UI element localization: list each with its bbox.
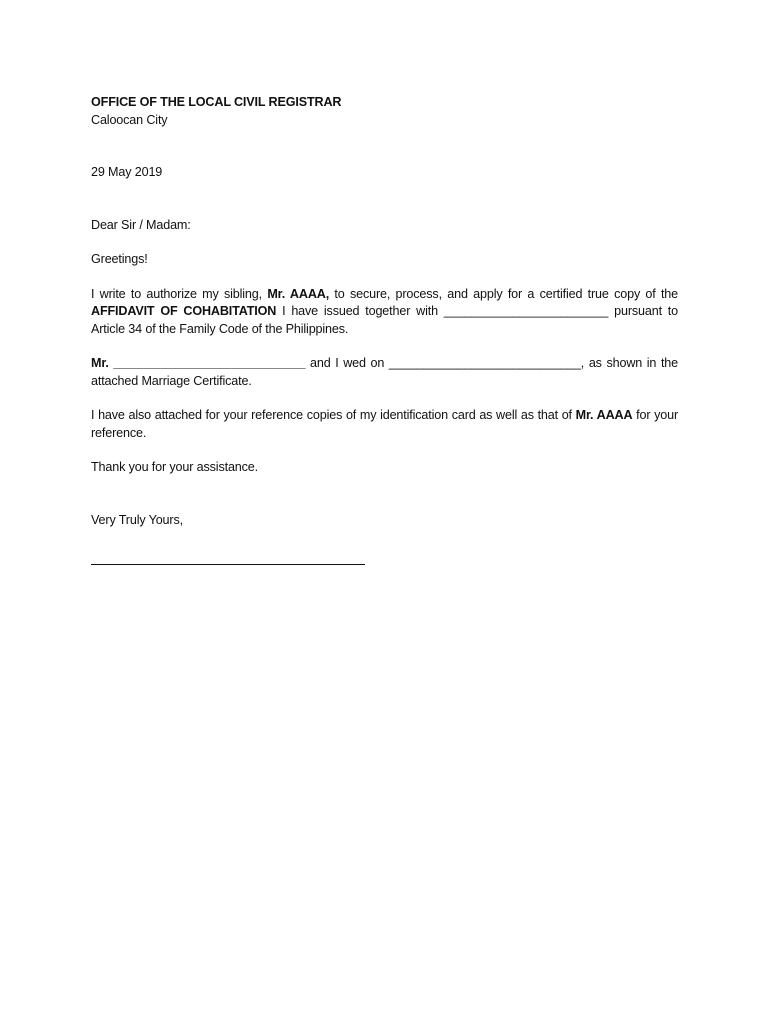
- paragraph-text: for your reference.: [91, 408, 678, 440]
- letter-body: [91, 94, 678, 565]
- paragraph-text: I have issued together with ________________________ pursuant to Article 34 of the Family Code of the Philippines.: [91, 304, 678, 336]
- spouse-name-blank: Mr. ____________________________: [91, 356, 306, 370]
- paragraph-text: I write to authorize my sibling,: [91, 286, 268, 301]
- paragraph-authorization: [91, 286, 678, 339]
- city-line: Caloocan City: [91, 112, 168, 127]
- closing-line: Very Truly Yours,: [91, 512, 183, 527]
- signature-line: [91, 564, 365, 565]
- greeting: Greetings!: [91, 252, 148, 266]
- paragraph-text: I have also attached for your reference copies of my identification card as well as that of: [91, 408, 576, 422]
- sibling-name: Mr. AAAA,: [267, 286, 330, 301]
- paragraph-marriage: [91, 355, 678, 390]
- document-title: AFFIDAVIT OF COHABITATION: [91, 304, 277, 318]
- letter-date: 29 May 2019: [91, 165, 163, 179]
- paragraph-text: to secure, process, and apply for a certified true copy of the: [329, 286, 679, 301]
- paragraph-text: and I wed on ____________________________, as shown in the attached Marriage Certificate.: [91, 356, 679, 388]
- office-heading: OFFICE OF THE LOCAL CIVIL REGISTRAR: [91, 95, 342, 109]
- salutation: Dear Sir / Madam:: [91, 217, 191, 232]
- sibling-name-ref: Mr. AAAA: [575, 408, 633, 422]
- paragraph-attachments: [91, 407, 678, 442]
- thank-you-line: Thank you for your assistance.: [91, 460, 258, 474]
